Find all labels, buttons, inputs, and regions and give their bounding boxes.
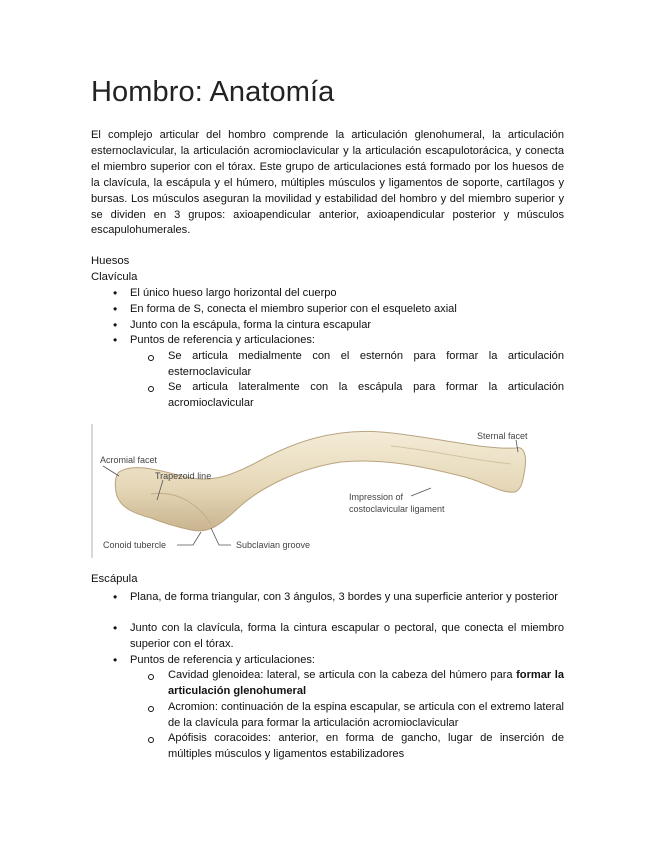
label-impression: Impression of — [349, 492, 404, 502]
subheading-clavicula: Clavícula — [91, 271, 138, 283]
clavicle-bone — [115, 431, 525, 531]
label-conoid-tubercle: Conoid tubercle — [103, 540, 167, 550]
list-item: • Junto con la escápula, forma la cintura escapular — [130, 318, 564, 334]
subheading-escapula: Escápula — [91, 573, 138, 585]
section-heading-huesos: Huesos — [91, 255, 130, 267]
list-item: • Puntos de referencia y articulaciones: — [130, 333, 564, 349]
sub-list-text: Cavidad glenoidea: lateral, se articula con la cabeza del húmero para — [168, 669, 517, 681]
sub-list-item: Acromion: continuación de la espina escapular, se articula con el extremo lateral de la clavícula para formar la articulación acromioclavicular — [168, 700, 564, 732]
sub-list-item — [168, 668, 564, 700]
sub-list-item: Apófisis coracoides: anterior, en forma de gancho, lugar de inserción de múltiples músculos y ligamentos estabilizadores — [168, 731, 564, 763]
label-acromial-facet: Acromial facet — [100, 455, 158, 465]
label-sternal-facet: Sternal facet — [477, 431, 528, 441]
leader-line — [411, 488, 431, 496]
leader-line — [103, 466, 119, 476]
list-item: • En forma de S, conecta el miembro superior con el esqueleto axial — [130, 302, 564, 318]
list-item: • Plana, de forma triangular, con 3 ángulos, 3 bordes y una superficie anterior y posterior — [130, 590, 564, 606]
intro-paragraph: El complejo articular del hombro comprende la articulación glenohumeral, la articulación esternoclavicular, la articulación acromioclavicular y la articulación escapulotorácica, y conecta el miembro superior con el tórax. Este grupo de articulaciones está formado por los huesos de la clavícula, la escápula y el húmero, múltiples músculos y ligamentos de soporte, cartílagos y bursas. Los músculos aseguran la movilidad y estabilidad del hombro y del miembro superior y se dividen en 3 grupos: axioapendicular anterior, axioapendicular posterior y músculos escapulohumerales. — [91, 129, 564, 237]
leader-line — [177, 532, 201, 545]
sub-list-item: Se articula medialmente con el esternón para formar la articulación esternoclavicular — [168, 349, 564, 381]
label-costoclavicular-ligament: costoclavicular ligament — [349, 504, 445, 514]
label-subclavian-groove: Subclavian groove — [236, 540, 311, 550]
list-item: • Puntos de referencia y articulaciones: — [130, 653, 564, 669]
figure-left-border — [91, 424, 93, 558]
sub-list-bold-text: formar la articulación glenohumeral — [168, 669, 565, 697]
list-item: • Junto con la clavícula, forma la cintura escapular o pectoral, que conecta el miembro superior con el tórax. — [130, 621, 564, 653]
list-item: • El único hueso largo horizontal del cuerpo — [130, 286, 564, 302]
label-trapezoid-line: Trapezoid line — [155, 471, 212, 481]
clavicle-illustration — [91, 424, 564, 558]
page-title: Hombro: Anatomía — [91, 76, 335, 108]
sub-list-item: Se articula lateralmente con la escápula para formar la articulación acromioclavicular — [168, 380, 564, 412]
leader-line — [211, 528, 231, 545]
